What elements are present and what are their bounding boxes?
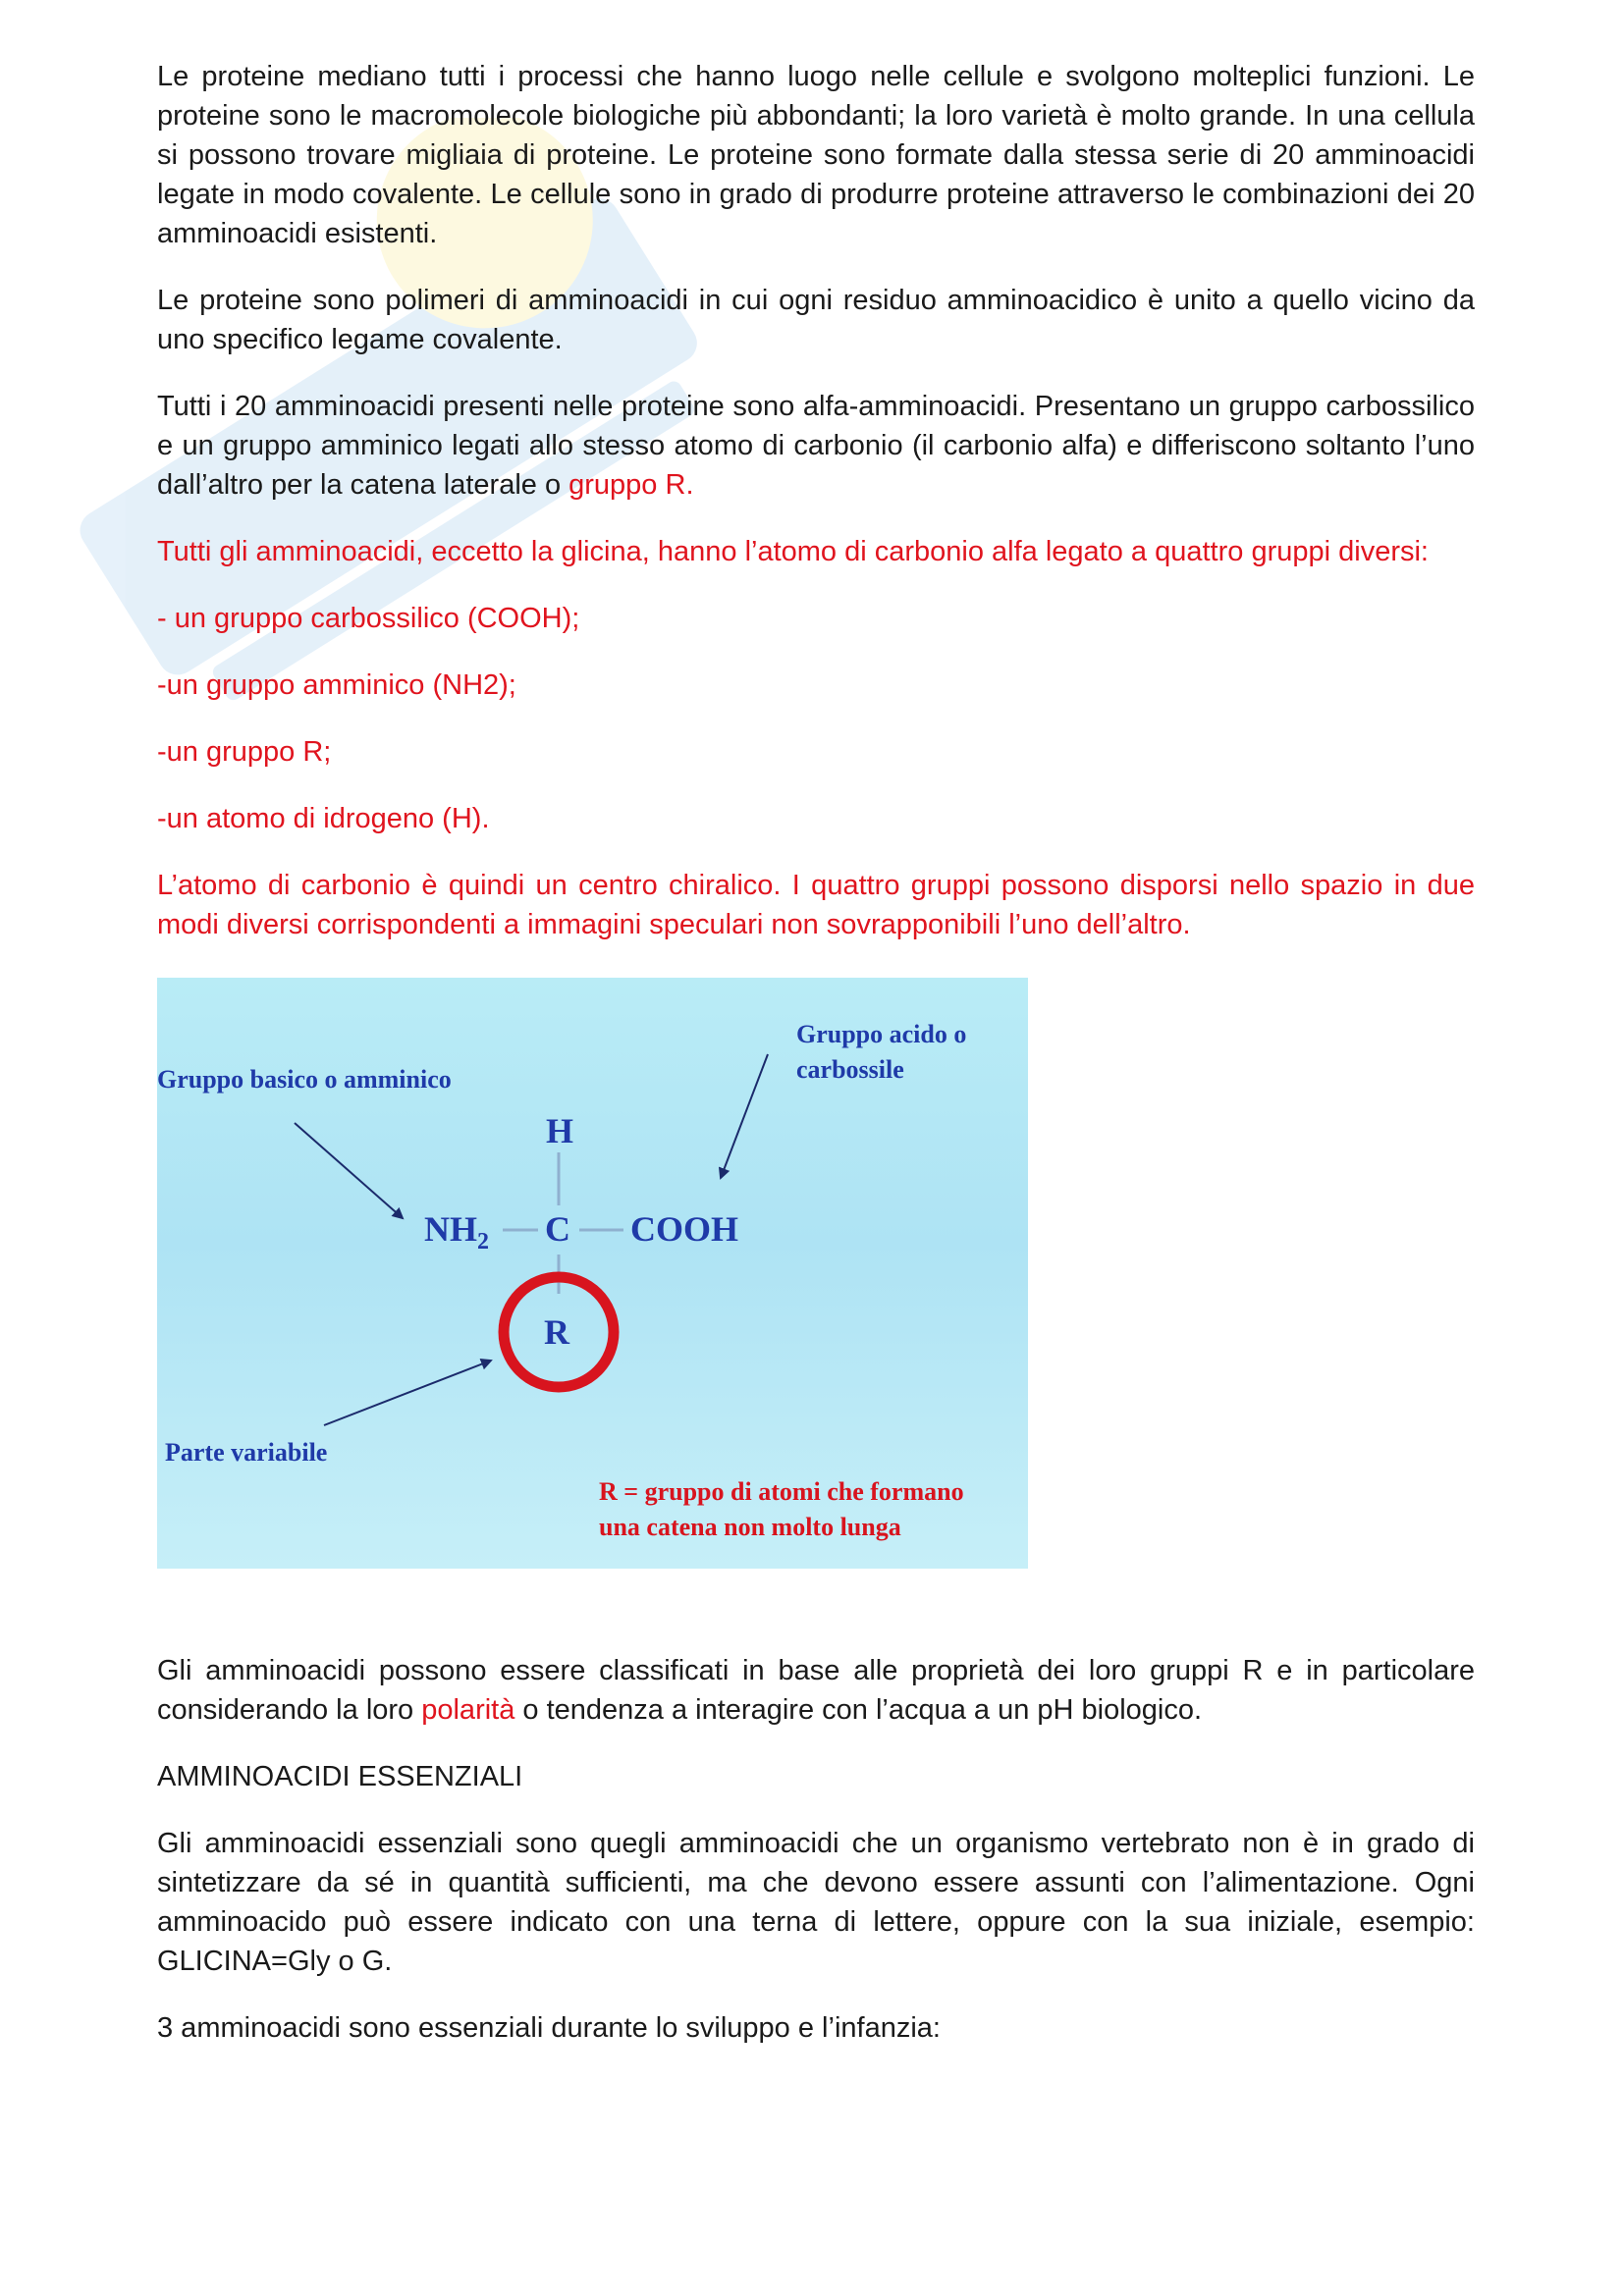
paragraph-alpha-amino-acids xyxy=(157,387,1475,505)
atom-amino-nh2 xyxy=(424,1209,489,1261)
paragraph-chiral-center: L’atomo di carbonio è quindi un centro chiralico. I quattro gruppi possono disporsi nello spazio in due modi diversi corrispondenti a immagini speculari non sovrapponibili l’uno dell’altro. xyxy=(157,870,1475,940)
highlight-polarity: polarità xyxy=(421,1694,515,1726)
paragraph-four-groups: Tutti gli amminoacidi, eccetto la glicina, hanno l’atomo di carbonio alfa legato a quattro gruppi diversi: xyxy=(157,536,1429,567)
arrow-to-carboxyl xyxy=(721,1054,768,1178)
amino-acid-structure-figure xyxy=(157,978,1028,1569)
paragraph-polymers: Le proteine sono polimeri di amminoacidi in cui ogni residuo amminoacidico è unito a quello vicino da uno specifico legame covalente. xyxy=(157,285,1475,355)
list-item-carboxyl: - un gruppo carbossilico (COOH); xyxy=(157,603,580,634)
atom-carboxyl-cooh: COOH xyxy=(630,1209,739,1249)
atom-carbon-alpha: C xyxy=(545,1209,570,1249)
paragraph-classification-text-b: o tendenza a interagire con l’acqua a un pH biologico. xyxy=(514,1694,1203,1726)
paragraph-essential-definition: Gli amminoacidi essenziali sono quegli amminoacidi che un organismo vertebrato non è in grado di sintetizzare da sé in quantità sufficienti, ma che devono essere assunti con l’alimentazione. Ogni amminoacido può essere indicato con una terna di lettere, oppure con la sua iniziale, esempio: GLICINA=Gly o G. xyxy=(157,1828,1475,1977)
paragraph-development: 3 amminoacidi sono essenziali durante lo sviluppo e l’infanzia: xyxy=(157,2012,941,2044)
atom-nh-text: NH xyxy=(424,1209,477,1249)
highlight-r-group: gruppo R. xyxy=(568,469,694,501)
arrow-to-r-group xyxy=(324,1361,491,1425)
document-page xyxy=(157,57,1475,2075)
arrow-to-amino xyxy=(295,1123,403,1218)
label-acid-group-line2: carbossile xyxy=(796,1055,904,1084)
paragraph-intro: Le proteine mediano tutti i processi che hanno luogo nelle cellule e svolgono molteplici funzioni. Le proteine sono le macromolecole biologiche più abbondanti; la loro varietà è molto grande. In una cellula si possono trovare migliaia di proteine. Le proteine sono formate dalla stessa serie di 20 amminoacidi legate in modo covalente. Le cellule sono in grado di produrre proteine attraverso le combinazioni dei 20 amminoacidi esistenti. xyxy=(157,61,1475,249)
list-item-r-group: -un gruppo R; xyxy=(157,736,332,768)
label-r-definition-line2: una catena non molto lunga xyxy=(599,1513,901,1541)
section-heading-essential: AMMINOACIDI ESSENZIALI xyxy=(157,1761,523,1792)
atom-r-group: R xyxy=(544,1312,569,1352)
paragraph-classification-text-a: Gli amminoacidi possono essere classificati in base alle proprietà dei loro gruppi R e in particolare considerando la loro xyxy=(157,1655,1475,1726)
label-variable-part: Parte variabile xyxy=(165,1438,328,1467)
label-basic-amino-group: Gruppo basico o amminico xyxy=(157,1065,452,1094)
list-item-hydrogen: -un atomo di idrogeno (H). xyxy=(157,803,490,834)
label-acid-group-line1: Gruppo acido o xyxy=(796,1020,967,1048)
atom-nh-subscript: 2 xyxy=(477,1229,489,1255)
atom-hydrogen: H xyxy=(546,1111,574,1150)
label-r-definition-line1: R = gruppo di atomi che formano xyxy=(599,1477,964,1506)
paragraph-classification xyxy=(157,1651,1475,1730)
list-item-amino: -un gruppo amminico (NH2); xyxy=(157,669,516,701)
paragraph-alpha-text: Tutti i 20 amminoacidi presenti nelle proteine sono alfa-amminoacidi. Presentano un gruppo carbossilico e un gruppo amminico legati allo stesso atomo di carbonio (il carbonio alfa) e differiscono soltanto l’uno dall’altro per la catena laterale o xyxy=(157,391,1475,501)
